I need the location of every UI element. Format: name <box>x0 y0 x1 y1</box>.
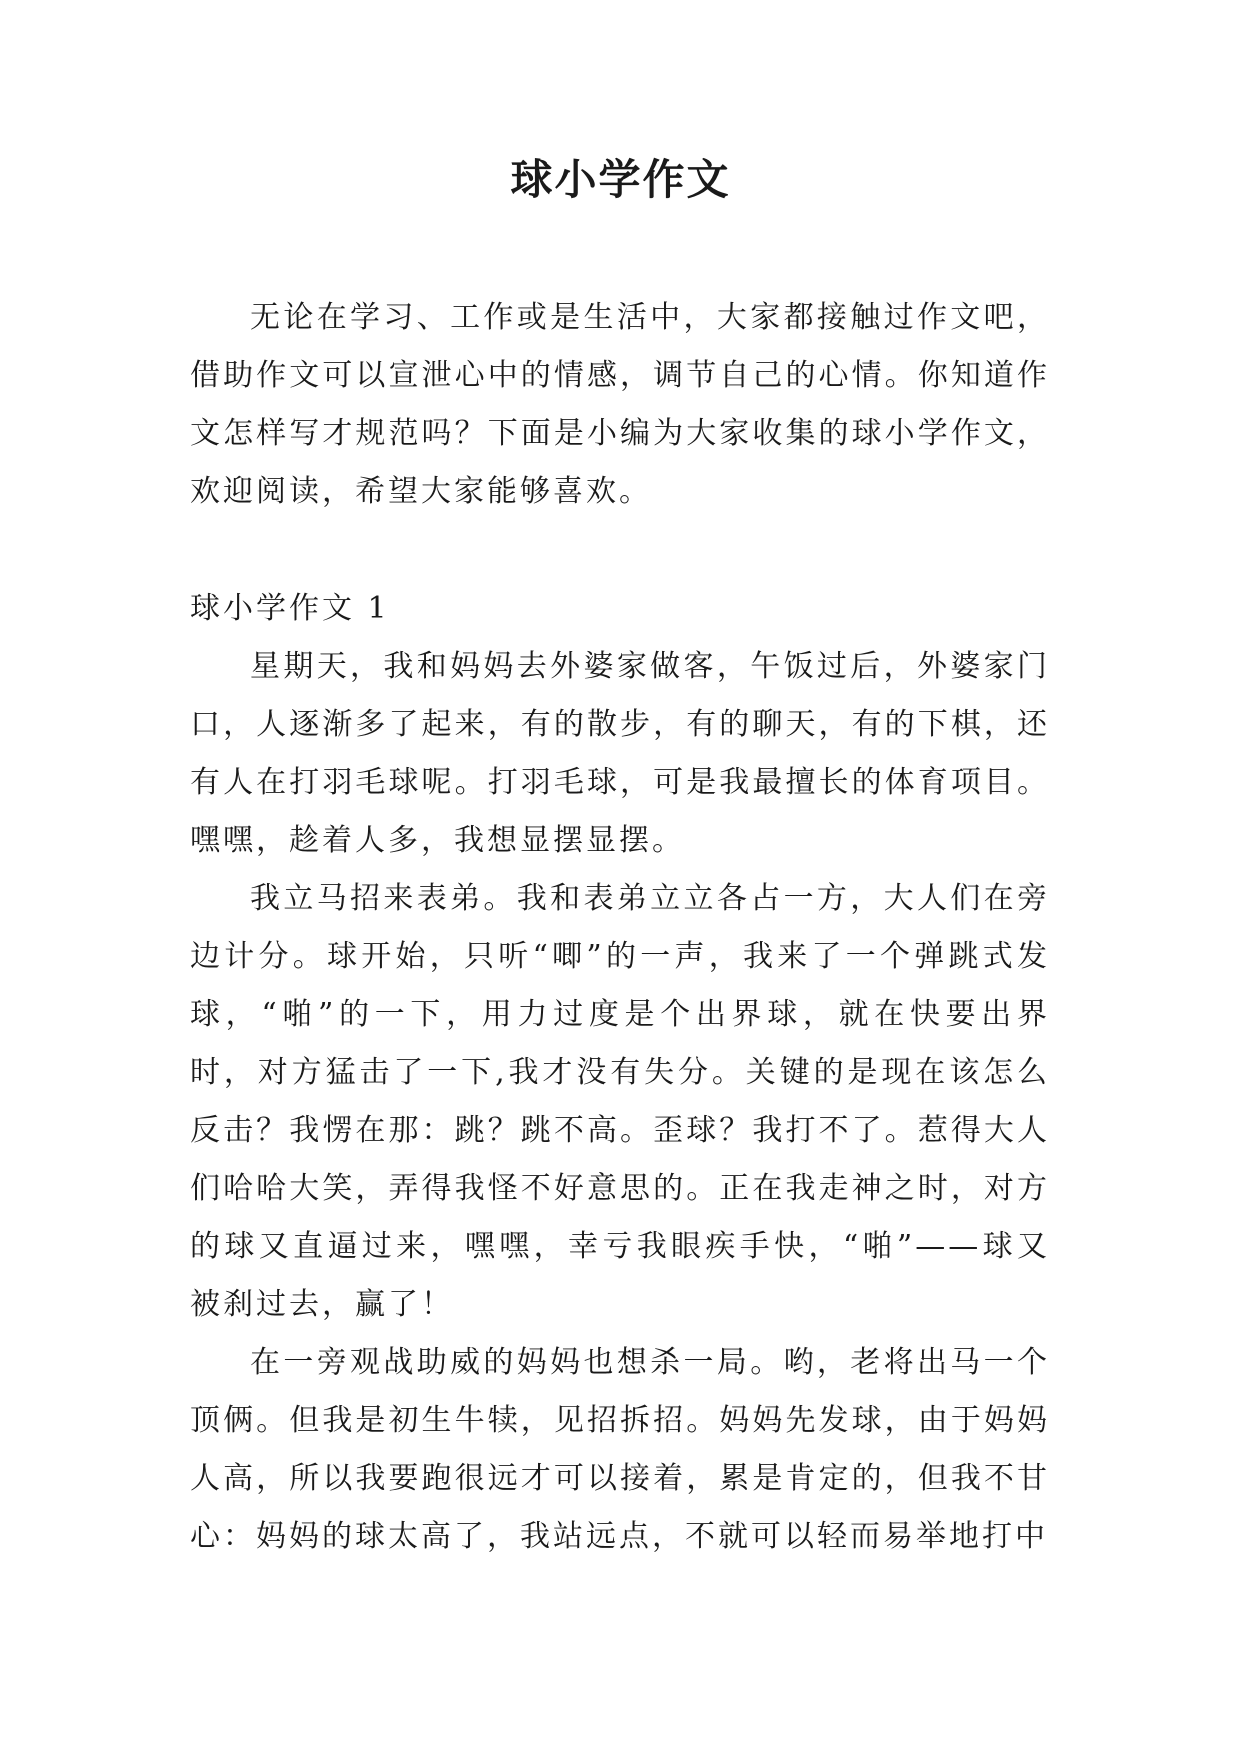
section-heading: 球小学作文 1 <box>190 591 390 626</box>
intro-block <box>190 289 1050 521</box>
essay-paragraph-3: 在一旁观战助威的妈妈也想杀一局。哟，老将出马一个顶俩。但我是初生牛犊，见招拆招。妈妈先发球，由于妈妈人高，所以我要跑很远才可以接着，累是肯定的，但我不甘心：妈妈的球太高了，我站远点，不就可以轻而易举地打中 <box>190 1345 1050 1554</box>
intro-paragraph: 无论在学习、工作或是生活中，大家都接触过作文吧，借助作文可以宣泄心中的情感，调节自己的心情。你知道作文怎样写才规范吗？下面是小编为大家收集的球小学作文，欢迎阅读，希望大家能够喜欢。 <box>190 300 1050 509</box>
essay-section-1 <box>190 580 1050 1566</box>
essay-paragraph-2: 我立马招来表弟。我和表弟立立各占一方，大人们在旁边计分。球开始，只听“唧”的一声，我来了一个弹跳式发球，“啪”的一下，用力过度是个出界球，就在快要出界时，对方猛击了一下,我才没有失分。关键的是现在该怎么反击？我愣在那：跳？跳不高。歪球？我打不了。惹得大人们哈哈大笑，弄得我怪不好意思的。正在我走神之时，对方的球又直逼过来，嘿嘿，幸亏我眼疾手快，“啪”——球又被刹过去，赢了！ <box>190 881 1050 1322</box>
essay-paragraph-1: 星期天，我和妈妈去外婆家做客，午饭过后，外婆家门口，人逐渐多了起来，有的散步，有的聊天，有的下棋，还有人在打羽毛球呢。打羽毛球，可是我最擅长的体育项目。嘿嘿，趁着人多，我想显摆显摆。 <box>190 649 1050 858</box>
document-title: 球小学作文 <box>510 155 731 204</box>
